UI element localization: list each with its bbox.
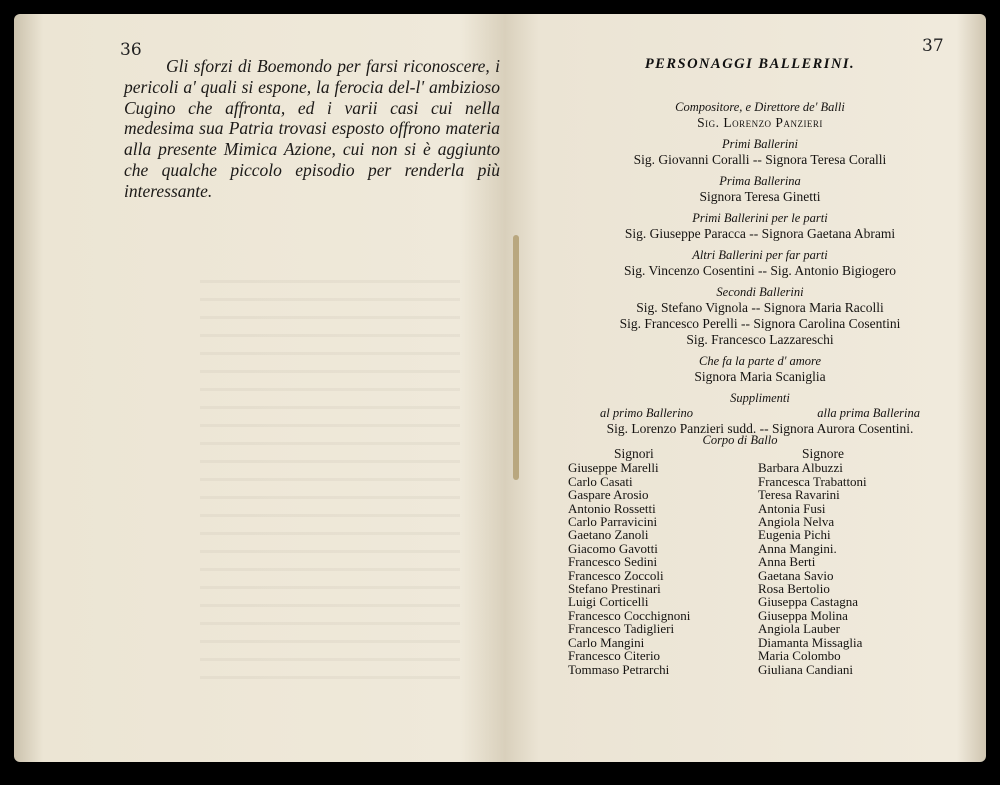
role-label: Secondi Ballerini — [716, 285, 804, 299]
dancer-name: Rosa Bertolio — [758, 581, 830, 597]
dancer-name: Maria Colombo — [758, 648, 841, 664]
dancer-name: Teresa Ravarini — [758, 487, 840, 503]
dancer-name: Anna Mangini. — [758, 540, 837, 556]
dancer-name: Diamanta Missaglia — [758, 634, 863, 650]
performer-name: Sig. Stefano Vignola -- Signora Maria Racolli — [636, 300, 884, 315]
performer-name: Signora Teresa Ginetti — [699, 189, 821, 204]
dancer-name: Giuseppa Molina — [758, 607, 848, 623]
performer-name: Signora Maria Scaniglia — [694, 369, 826, 384]
subrole-label: alla prima Ballerina — [817, 406, 920, 420]
dancer-name: Angiola Lauber — [758, 621, 840, 637]
page-number-left: 36 — [120, 40, 142, 60]
performer-name: Sig. Lorenzo Panzieri — [697, 115, 823, 130]
dancer-name: Francesco Citerio — [568, 648, 661, 664]
dancer-name: Gaetano Zanoli — [568, 527, 649, 543]
subrole-label: al primo Ballerino — [600, 406, 694, 420]
men-header: Signori — [614, 446, 654, 461]
dancer-name: Gaspare Arosio — [568, 487, 649, 503]
page-number-right: 37 — [922, 36, 944, 56]
performer-name: Sig. Francesco Perelli -- Signora Carolina Cosentini — [619, 316, 901, 331]
dancer-name: Stefano Prestinari — [568, 581, 661, 597]
role-label: Primi Ballerini — [721, 137, 799, 151]
dancer-name: Anna Berti — [758, 554, 816, 570]
role-label: Primi Ballerini per le parti — [692, 211, 828, 225]
women-header: Signore — [802, 446, 844, 461]
dancer-name: Francesco Tadiglieri — [568, 621, 675, 637]
dancer-name: Carlo Parravicini — [568, 514, 658, 530]
bookmark-ribbon — [513, 235, 519, 480]
role-label: Prima Ballerina — [719, 174, 801, 188]
performer-name: Sig. Francesco Lazzareschi — [686, 332, 834, 347]
dancer-name: Tommaso Petrarchi — [568, 661, 670, 677]
dancer-name: Giuliana Candiani — [758, 661, 853, 677]
men-column — [568, 447, 690, 676]
dancer-name: Antonia Fusi — [758, 500, 826, 516]
supplementi-subroles — [600, 406, 920, 421]
dancer-name: Giacomo Gavotti — [568, 540, 658, 556]
dancer-name: Gaetana Savio — [758, 567, 834, 583]
performer-name: Sig. Lorenzo Panzieri sudd. -- Signora Aurora Cosentini. — [606, 421, 914, 436]
dancer-name: Giuseppe Marelli — [568, 460, 659, 476]
dancer-name: Carlo Casati — [568, 473, 633, 489]
cast-list — [540, 100, 980, 437]
dancer-name: Francesco Zoccoli — [568, 567, 664, 583]
dancer-name: Eugenia Pichi — [758, 527, 831, 543]
cast-title: PERSONAGGI BALLERINI. — [644, 56, 856, 72]
performer-name: Sig. Vincenzo Cosentini -- Sig. Antonio Bigiogero — [624, 263, 896, 278]
dancer-name: Carlo Mangini — [568, 634, 645, 650]
dancer-name: Barbara Albuzzi — [758, 460, 843, 476]
dancer-name: Luigi Corticelli — [568, 594, 649, 610]
role-label: Supplimenti — [730, 391, 790, 405]
intro-paragraph: Gli sforzi di Boemondo per farsi riconoscere, i pericoli a' quali si espone, la ferocia del-l' ambizioso Cugino che affronta, ed i varii casi cui nella medesima sua Patria trovasi esposto offrono materia alla presente Mimica Azione, cui non si è aggiunto che qualche piccolo episodio per renderla più interessante. — [124, 56, 500, 201]
women-column — [758, 447, 867, 676]
role-label: Altri Ballerini per far parti — [692, 248, 828, 262]
dancer-name: Francesco Sedini — [568, 554, 658, 570]
role-label: Compositore, e Direttore de' Balli — [675, 100, 845, 114]
dancer-name: Francesca Trabattoni — [758, 473, 867, 489]
corpo-di-ballo-title: Corpo di Ballo — [702, 433, 778, 447]
performer-name: Sig. Giuseppe Paracca -- Signora Gaetana Abrami — [624, 226, 896, 241]
dancer-name: Giuseppa Castagna — [758, 594, 859, 610]
performer-name: Sig. Giovanni Coralli -- Signora Teresa Coralli — [633, 152, 887, 167]
bleed-through-text — [200, 280, 460, 680]
role-label: Che fa la parte d' amore — [699, 354, 821, 368]
dancer-name: Antonio Rossetti — [568, 500, 656, 516]
dancer-name: Angiola Nelva — [758, 514, 835, 530]
dancer-name: Francesco Cocchignoni — [568, 607, 691, 623]
